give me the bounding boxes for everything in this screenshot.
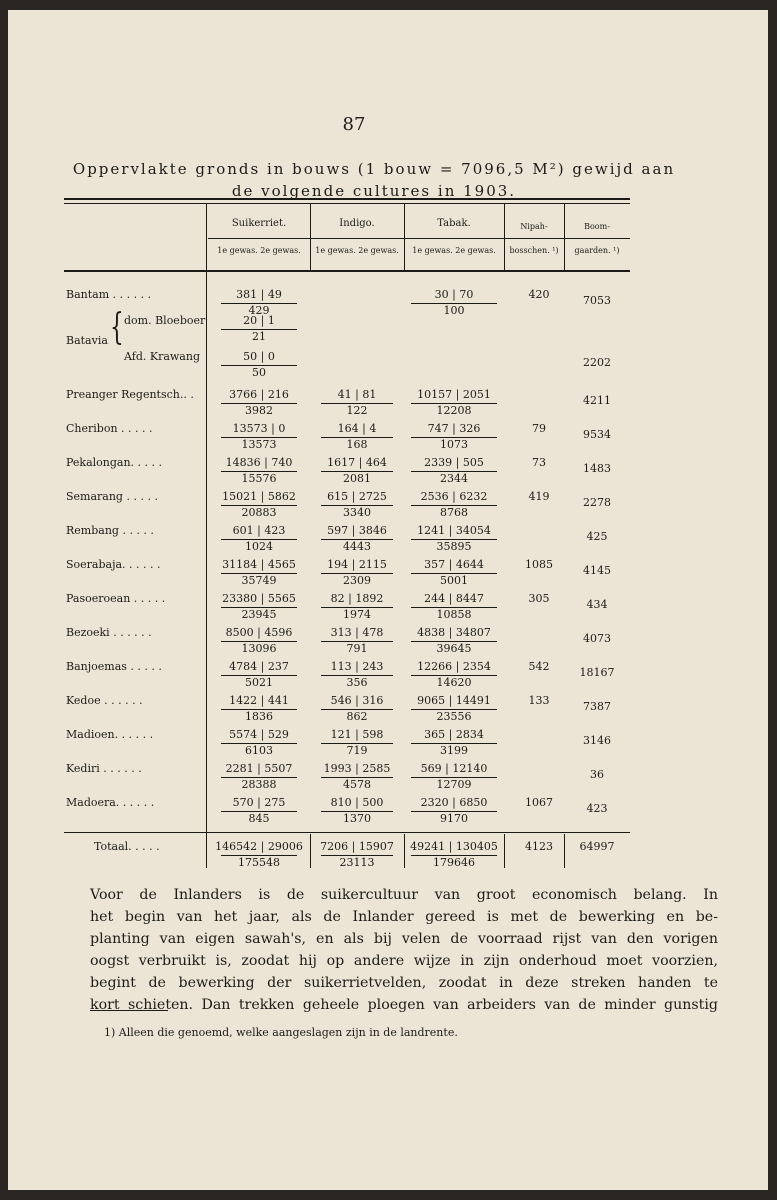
- header-indigo: Indigo.: [339, 218, 375, 229]
- cell-s-total: 23945: [241, 608, 277, 621]
- table-top-rule: [64, 198, 630, 200]
- cell-n: 4123: [525, 840, 553, 853]
- cell-s: 1422 | 441: [229, 694, 289, 707]
- cell-n: 73: [532, 456, 546, 469]
- cell-s-total: 1024: [245, 540, 273, 553]
- cell-i: 164 | 4: [337, 422, 377, 435]
- cell-b: 18167: [579, 666, 615, 679]
- cell-s: 13573 | 0: [232, 422, 286, 435]
- cell-b: 2202: [583, 356, 611, 369]
- cell-i: 1993 | 2585: [323, 762, 391, 775]
- header-sub-rule: [208, 238, 630, 239]
- cell-t: 9065 | 14491: [417, 694, 491, 707]
- cell-t-total: 35895: [436, 540, 472, 553]
- col-divider-1: [206, 204, 207, 868]
- cell-i-total: 2309: [343, 574, 371, 587]
- header-tabak-sub: 1e gewas. 2e gewas.: [412, 246, 496, 255]
- cell-i-total: 2081: [343, 472, 371, 485]
- cell-i: 1617 | 464: [327, 456, 387, 469]
- title-line-2: de volgende cultures in 1903.: [231, 182, 517, 200]
- cell-i: 546 | 316: [330, 694, 384, 707]
- cell-n: 133: [528, 694, 550, 707]
- cell-t-total: 10858: [436, 608, 472, 621]
- cell-s-total: 429: [248, 304, 270, 317]
- cell-s-total: 20883: [241, 506, 277, 519]
- total-top-rule: [64, 832, 630, 833]
- cell-n: 419: [528, 490, 550, 503]
- cell-t-total: 14620: [436, 676, 472, 689]
- header-indigo-sub: 1e gewas. 2e gewas.: [315, 246, 399, 255]
- cell-t: 244 | 8447: [424, 592, 484, 605]
- paragraph-line: planting van eigen sawah's, en als bij velen de voorraad rijst van den vorigen: [90, 931, 718, 947]
- cell-i: 194 | 2115: [327, 558, 387, 571]
- cell-t: 747 | 326: [427, 422, 481, 435]
- table-title: [48, 158, 700, 202]
- cell-b: 4145: [583, 564, 611, 577]
- total-divider: [404, 834, 405, 868]
- row-label: Madoera. . . . . .: [66, 796, 155, 809]
- row-label: Rembang . . . . .: [66, 524, 154, 537]
- cell-i: 82 | 1892: [330, 592, 384, 605]
- cell-t-total: 23556: [436, 710, 472, 723]
- cell-i-total: 23113: [339, 856, 375, 869]
- row-label: Cheribon . . . . .: [66, 422, 153, 435]
- cell-i-total: 168: [346, 438, 368, 451]
- total-divider: [504, 834, 505, 868]
- cell-t-total: 100: [443, 304, 465, 317]
- cell-t-total: 9170: [440, 812, 468, 825]
- cell-n: 1085: [525, 558, 553, 571]
- footnote: 1) Alleen die genoemd, welke aangeslagen zijn in de landrente.: [104, 1026, 458, 1039]
- cell-s: 381 | 49: [236, 288, 282, 301]
- page-number: 87: [342, 114, 366, 135]
- header-suikerriet-sub: 1e gewas. 2e gewas.: [217, 246, 301, 255]
- cell-t-total: 8768: [440, 506, 468, 519]
- cell-s: 50 | 0: [243, 350, 275, 363]
- footnote-rule: [90, 1010, 168, 1011]
- header-bottom-rule: [64, 270, 630, 272]
- cell-s-total: 28388: [241, 778, 277, 791]
- cell-b: 36: [590, 768, 604, 781]
- cell-n: 79: [532, 422, 546, 435]
- cell-s-total: 1836: [245, 710, 273, 723]
- table-top-rule-thin: [64, 203, 630, 204]
- cell-s-total: 175548: [238, 856, 280, 869]
- cell-i: 313 | 478: [330, 626, 384, 639]
- cell-b: 7053: [583, 294, 611, 307]
- cell-i-total: 719: [346, 744, 368, 757]
- row-label: Soerabaja. . . . . .: [66, 558, 161, 571]
- row-label: Banjoemas . . . . .: [66, 660, 162, 673]
- header-boom-1: Boom-: [584, 222, 610, 231]
- cell-s: 15021 | 5862: [222, 490, 296, 503]
- row-label: Kediri . . . . . .: [66, 762, 142, 775]
- cell-s: 4784 | 237: [229, 660, 289, 673]
- cell-s: 23380 | 5565: [222, 592, 296, 605]
- cell-b: 423: [586, 802, 608, 815]
- cell-s: 20 | 1: [243, 314, 275, 327]
- col-divider-2: [310, 204, 311, 270]
- cell-t-total: 3199: [440, 744, 468, 757]
- cell-n: 1067: [525, 796, 553, 809]
- cell-t-total: 179646: [433, 856, 475, 869]
- row-label: Preanger Regentsch.. .: [66, 388, 194, 401]
- cell-s: 146542 | 29006: [215, 840, 303, 853]
- row-label: Madioen. . . . . .: [66, 728, 154, 741]
- cell-t: 357 | 4644: [424, 558, 484, 571]
- cell-s-total: 15576: [241, 472, 277, 485]
- title-line-1: Oppervlakte gronds in bouws (1 bouw = 7096,5 M²) gewijd aan: [72, 160, 676, 178]
- cell-s-total: 5021: [245, 676, 273, 689]
- row-label: Pasoeroean . . . . .: [66, 592, 166, 605]
- cell-b: 434: [586, 598, 608, 611]
- batavia-label: Batavia: [66, 334, 108, 347]
- cell-s-total: 21: [252, 330, 266, 343]
- cell-s: 3766 | 216: [229, 388, 289, 401]
- cell-s-total: 845: [248, 812, 270, 825]
- cell-n: 420: [528, 288, 550, 301]
- cell-i: 615 | 2725: [327, 490, 387, 503]
- header-tabak: Tabak.: [437, 218, 471, 229]
- paragraph-line: kort schieten. Dan trekken geheele ploegen van arbeiders van de minder gunstig: [90, 997, 718, 1013]
- batavia-brace: {: [110, 307, 124, 348]
- cell-t: 4838 | 34807: [417, 626, 491, 639]
- cell-s: 601 | 423: [232, 524, 286, 537]
- cell-s-total: 50: [252, 366, 266, 379]
- header-suikerriet: Suikerriet.: [231, 218, 287, 229]
- cell-t-total: 39645: [436, 642, 472, 655]
- cell-b: 4073: [583, 632, 611, 645]
- cell-i-total: 3340: [343, 506, 371, 519]
- row-label: Afd. Krawang: [124, 350, 200, 363]
- header-nipah-1: Nipah-: [520, 222, 548, 231]
- col-divider-3: [404, 204, 405, 270]
- row-label: dom. Bloeboer: [124, 314, 206, 327]
- cell-n: 542: [528, 660, 550, 673]
- cell-t-total: 1073: [440, 438, 468, 451]
- cell-t: 30 | 70: [434, 288, 474, 301]
- cell-s-total: 3982: [245, 404, 273, 417]
- cell-i: 7206 | 15907: [320, 840, 394, 853]
- cell-t-total: 2344: [440, 472, 468, 485]
- cell-t-total: 12709: [436, 778, 472, 791]
- document-page: [8, 10, 768, 1190]
- cell-b: 1483: [583, 462, 611, 475]
- cell-t-total: 5001: [440, 574, 468, 587]
- cell-t: 12266 | 2354: [417, 660, 491, 673]
- total-divider: [310, 834, 311, 868]
- cell-i: 121 | 598: [330, 728, 384, 741]
- cell-t-total: 12208: [436, 404, 472, 417]
- total-divider: [564, 834, 565, 868]
- cell-s-total: 13096: [241, 642, 277, 655]
- col-divider-4: [504, 204, 505, 270]
- cell-i-total: 4578: [343, 778, 371, 791]
- paragraph-line: het begin van het jaar, als de Inlander gereed is met de bewerking en be-: [90, 909, 718, 925]
- cell-t: 10157 | 2051: [417, 388, 491, 401]
- body-paragraph: [90, 884, 718, 1016]
- cell-s: 31184 | 4565: [222, 558, 296, 571]
- cell-s-total: 6103: [245, 744, 273, 757]
- cell-i-total: 1974: [343, 608, 371, 621]
- cell-t: 49241 | 130405: [410, 840, 498, 853]
- paragraph-line: oogst verbruikt is, zoodat hij op andere wijze in zijn onderhoud moet voorzien,: [90, 953, 718, 969]
- cell-b: 2278: [583, 496, 611, 509]
- header-nipah-2: bosschen. ¹): [509, 246, 559, 255]
- row-label: Pekalongan. . . . .: [66, 456, 163, 469]
- cell-i-total: 122: [346, 404, 368, 417]
- cell-s: 2281 | 5507: [225, 762, 293, 775]
- cell-b: 9534: [583, 428, 611, 441]
- row-label: Bezoeki . . . . . .: [66, 626, 152, 639]
- row-label: Kedoe . . . . . .: [66, 694, 143, 707]
- cell-s: 5574 | 529: [229, 728, 289, 741]
- cell-t: 2536 | 6232: [420, 490, 488, 503]
- cell-i-total: 4443: [343, 540, 371, 553]
- cell-s: 14836 | 740: [225, 456, 293, 469]
- cell-t: 365 | 2834: [424, 728, 484, 741]
- header-boom-2: gaarden. ¹): [574, 246, 620, 255]
- cell-s: 570 | 275: [232, 796, 286, 809]
- paragraph-line: Voor de Inlanders is de suikercultuur van groot economisch belang. In: [90, 887, 718, 903]
- col-divider-5: [564, 204, 565, 270]
- row-label: Bantam . . . . . .: [66, 288, 152, 301]
- cell-n: 305: [528, 592, 550, 605]
- cell-i-total: 862: [346, 710, 368, 723]
- cell-b: 425: [586, 530, 608, 543]
- cell-i-total: 791: [346, 642, 368, 655]
- total-label: Totaal. . . . .: [94, 840, 160, 853]
- cell-s-total: 13573: [241, 438, 277, 451]
- cell-b: 4211: [583, 394, 611, 407]
- row-label: Semarang . . . . .: [66, 490, 158, 503]
- cell-b: 3146: [583, 734, 611, 747]
- cell-s: 8500 | 4596: [225, 626, 293, 639]
- cell-t: 569 | 12140: [420, 762, 488, 775]
- cell-b: 7387: [583, 700, 611, 713]
- cell-s-total: 35749: [241, 574, 277, 587]
- paragraph-line: begint de bewerking der suikerrietvelden, zoodat in deze streken handen te: [90, 975, 718, 991]
- cell-t: 1241 | 34054: [417, 524, 491, 537]
- cell-i: 810 | 500: [330, 796, 384, 809]
- cell-t: 2320 | 6850: [420, 796, 488, 809]
- cell-i: 597 | 3846: [327, 524, 387, 537]
- cell-i-total: 1370: [343, 812, 371, 825]
- cell-i: 41 | 81: [337, 388, 377, 401]
- cell-i: 113 | 243: [330, 660, 384, 673]
- cell-i-total: 356: [346, 676, 368, 689]
- cell-t: 2339 | 505: [424, 456, 484, 469]
- cell-b: 64997: [579, 840, 615, 853]
